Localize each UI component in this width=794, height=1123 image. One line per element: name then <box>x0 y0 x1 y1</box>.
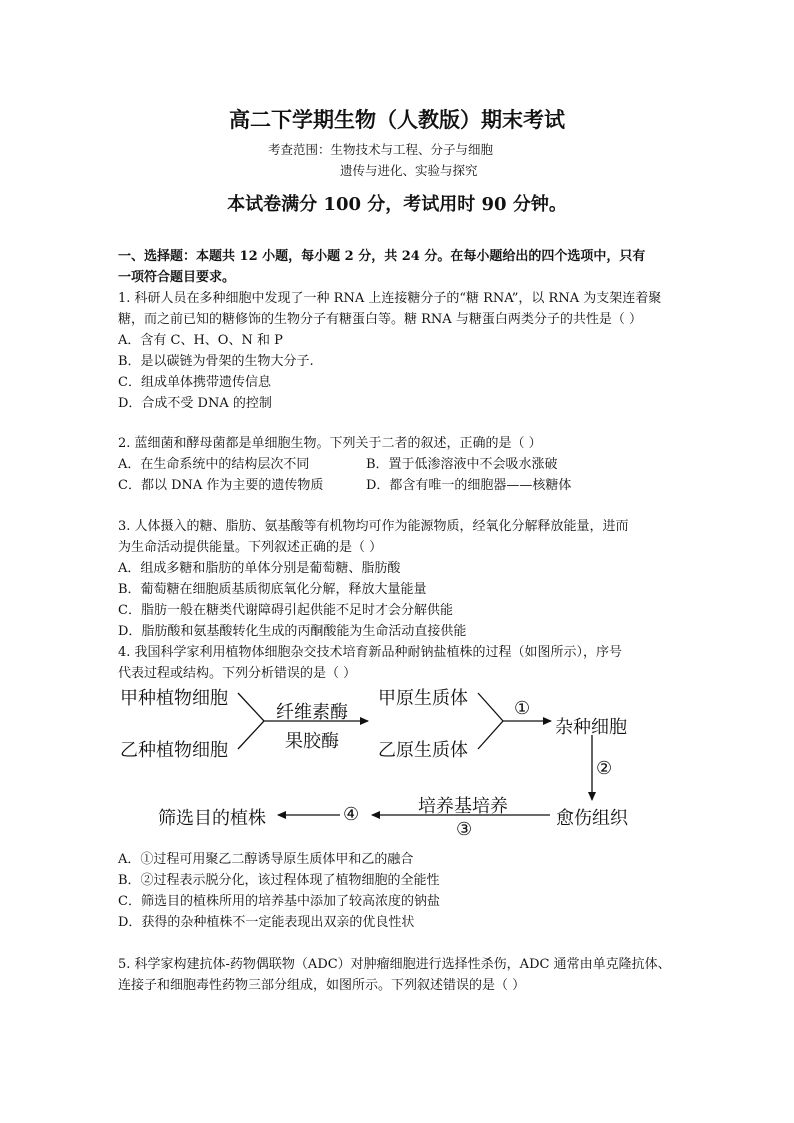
exam-info: 本试卷满分 100 分，考试用时 90 分钟。 <box>227 194 567 215</box>
q3-option-c: C．脂肪一般在糖类代谢障碍引起供能不足时才会分解供能 <box>118 603 453 618</box>
converge-lines-plants <box>238 693 264 749</box>
scope-line-2: 遗传与进化、实验与探究 <box>340 163 478 178</box>
diagram-culture-medium: 培养基培养 <box>418 796 508 817</box>
q4-stem-line-2: 代表过程或结构。下列分析错误的是（ ） <box>118 666 357 681</box>
q4-option-a: A．①过程可用聚乙二醇诱导原生质体甲和乙的融合 <box>118 852 414 867</box>
q2-option-d: D．都含有唯一的细胞器——核糖体 <box>366 478 572 493</box>
diagram-step-4: ④ <box>343 804 360 825</box>
q3-stem-line-2: 为生命活动提供能量。下列叙述正确的是（ ） <box>118 540 383 555</box>
diagram-enzyme-pectinase: 果胶酶 <box>285 731 339 752</box>
q4-option-d: D．获得的杂种植株不一定能表现出双亲的优良性状 <box>118 915 415 930</box>
q1-stem-line-1: 1. 科研人员在多种细胞中发现了一种 RNA 上连接糖分子的“糖 RNA”，以 RNA 为支架连着聚 <box>118 291 662 306</box>
diagram-protoplast-b: 乙原生质体 <box>378 740 468 761</box>
q4-option-c: C．筛选目的植株所用的培养基中添加了较高浓度的钠盐 <box>118 894 440 909</box>
diagram-hybrid-cell: 杂种细胞 <box>555 717 627 738</box>
q2-stem: 2. 蓝细菌和酵母菌都是单细胞生物。下列关于二者的叙述，正确的是（ ） <box>118 436 542 451</box>
diagram-step-1: ① <box>514 698 531 719</box>
q4-option-b: B．②过程表示脱分化，该过程体现了植物细胞的全能性 <box>118 873 440 888</box>
q5-stem-line-1: 5. 科学家构建抗体-药物偶联物（ADC）对肿瘤细胞进行选择性杀伤，ADC 通常由单克隆抗体、 <box>118 957 671 972</box>
q1-option-a: A．含有 C、H、O、N 和 P <box>118 333 283 348</box>
converge-lines-protoplasts <box>478 693 503 749</box>
section-heading-line-1: 一、选择题：本题共 12 小题，每小题 2 分，共 24 分。在每小题给出的四个选项中，只有 <box>118 249 646 264</box>
q3-option-a: A．组成多糖和脂肪的单体分别是葡萄糖、脂肪酸 <box>118 561 401 576</box>
diagram-enzyme-cellulase: 纤维素酶 <box>276 702 348 723</box>
section-heading-line-2: 一项符合题目要求。 <box>118 270 236 285</box>
q2-option-a: A．在生命系统中的结构层次不同 <box>118 457 310 472</box>
diagram-callus: 愈伤组织 <box>556 808 628 829</box>
diagram-protoplast-a: 甲原生质体 <box>378 688 468 709</box>
diagram-plant-b: 乙种植物细胞 <box>120 740 228 761</box>
diagram-step-3: ③ <box>456 819 473 840</box>
exam-title: 高二下学期生物（人教版）期末考试 <box>229 107 565 132</box>
q3-option-d: D．脂肪酸和氨基酸转化生成的丙酮酸能为生命活动直接供能 <box>118 624 467 639</box>
q5-stem-line-2: 连接子和细胞毒性药物三部分组成，如图所示。下列叙述错误的是（ ） <box>118 978 526 993</box>
q3-stem-line-1: 3. 人体摄入的糖、脂肪、氨基酸等有机物均可作为能源物质，经氧化分解释放能量，进而 <box>118 519 629 534</box>
q1-option-b: B．是以碳链为骨架的生物大分子. <box>118 354 314 369</box>
q4-stem-line-1: 4. 我国科学家利用植物体细胞杂交技术培育新品种耐钠盐植株的过程（如图所示），序号 <box>118 645 623 660</box>
q1-stem-line-2: 糖，而之前已知的糖修饰的生物分子有糖蛋白等。糖 RNA 与糖蛋白两类分子的共性是（ ） <box>118 312 642 327</box>
diagram-step-2: ② <box>596 758 613 779</box>
scope-line-1: 考查范围：生物技术与工程、分子与细胞 <box>268 142 494 157</box>
diagram-plant-a: 甲种植物细胞 <box>120 688 228 709</box>
q2-option-c: C．都以 DNA 作为主要的遗传物质 <box>118 478 324 493</box>
q1-option-d: D．合成不受 DNA 的控制 <box>118 396 272 411</box>
q1-option-c: C．组成单体携带遗传信息 <box>118 375 271 390</box>
diagram-target-plant: 筛选目的植株 <box>158 808 266 829</box>
q2-option-b: B．置于低渗溶液中不会吸水涨破 <box>366 457 558 472</box>
q3-option-b: B．葡萄糖在细胞质基质彻底氧化分解，释放大量能量 <box>118 582 427 597</box>
